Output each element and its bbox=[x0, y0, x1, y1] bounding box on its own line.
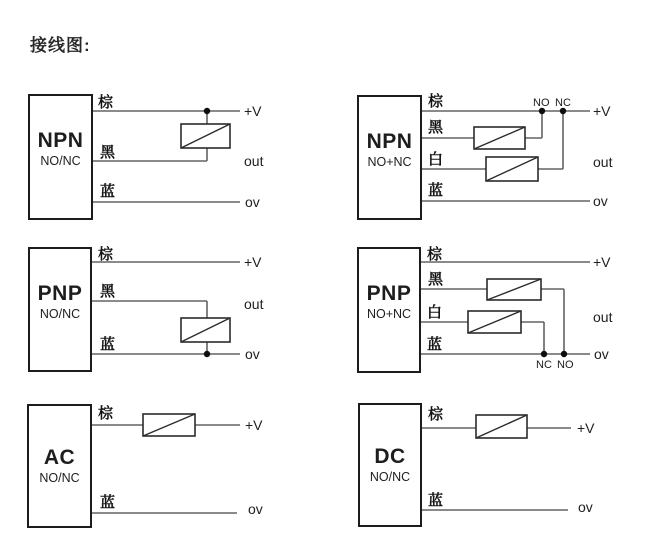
device-mode-label: NO/NC bbox=[39, 471, 80, 485]
device-type-label: AC bbox=[43, 446, 76, 469]
contact-tag-nc: NC bbox=[555, 97, 571, 109]
terminal-out: out bbox=[593, 154, 613, 170]
device-type-label: PNP bbox=[366, 282, 412, 305]
terminal-plus-v: +V bbox=[244, 103, 262, 119]
wire-label-black: 黑 bbox=[428, 271, 444, 288]
device-box bbox=[28, 247, 92, 372]
device-type-label: PNP bbox=[37, 281, 83, 305]
junction-dot bbox=[561, 351, 567, 357]
device-box bbox=[358, 403, 422, 527]
terminal-out: out bbox=[244, 153, 264, 169]
wire-connector bbox=[521, 322, 544, 354]
contact-tag-no: NO bbox=[557, 359, 574, 371]
wire-label-black: 黑 bbox=[100, 144, 116, 161]
wire-label-brown: 棕 bbox=[98, 405, 114, 422]
wire-label-blue: 蓝 bbox=[428, 492, 444, 509]
device-mode-label: NO+NC bbox=[367, 154, 412, 169]
wire-label-blue: 蓝 bbox=[427, 336, 443, 353]
terminal-ov: ov bbox=[594, 346, 609, 362]
diagram-npn-no-nc bbox=[28, 94, 266, 222]
device-mode-label: NO+NC bbox=[366, 307, 412, 321]
device-box bbox=[357, 95, 422, 220]
terminal-ov: ov bbox=[593, 193, 608, 209]
diagram-ac-no-nc bbox=[27, 404, 266, 529]
terminal-plus-v: +V bbox=[593, 254, 611, 270]
load-symbol bbox=[474, 127, 525, 149]
page-title: 接线图: bbox=[30, 36, 91, 55]
load-symbol bbox=[486, 157, 538, 181]
load-symbol bbox=[143, 414, 195, 436]
terminal-out: out bbox=[593, 309, 613, 325]
wire-label-blue: 蓝 bbox=[100, 336, 116, 353]
terminal-ov: ov bbox=[245, 194, 260, 210]
wire-label-brown: 棕 bbox=[427, 246, 443, 263]
junction-dot bbox=[204, 351, 210, 357]
terminal-ov: ov bbox=[578, 499, 593, 515]
junction-dot bbox=[204, 108, 210, 114]
wire-connector bbox=[525, 111, 542, 138]
junction-dot bbox=[541, 351, 547, 357]
load-symbol bbox=[468, 311, 521, 333]
device-mode-label: NO/NC bbox=[40, 154, 81, 168]
device-mode-label: NO/NC bbox=[369, 470, 411, 484]
wire-label-black: 黑 bbox=[428, 119, 444, 136]
load-symbol bbox=[476, 415, 527, 438]
diagram-pnp-no-nc bbox=[28, 247, 266, 373]
terminal-ov: ov bbox=[248, 501, 263, 517]
terminal-plus-v: +V bbox=[245, 417, 263, 433]
device-mode-label: NO/NC bbox=[39, 306, 81, 321]
wire-label-white: 白 bbox=[427, 304, 443, 321]
wire-label-white: 白 bbox=[428, 151, 444, 168]
terminal-plus-v: +V bbox=[244, 254, 262, 270]
wire-label-blue: 蓝 bbox=[428, 182, 444, 199]
device-type-label: DC bbox=[374, 445, 406, 468]
diagram-npn-no-plus-nc bbox=[357, 93, 615, 221]
contact-tag-no: NO bbox=[533, 97, 550, 109]
load-symbol bbox=[181, 124, 230, 148]
terminal-out: out bbox=[244, 296, 264, 312]
device-type-label: NPN bbox=[37, 129, 84, 152]
terminal-plus-v: +V bbox=[593, 103, 611, 119]
wire-label-blue: 蓝 bbox=[100, 183, 116, 200]
wire-label-brown: 棕 bbox=[428, 406, 444, 423]
load-symbol bbox=[181, 318, 230, 342]
wire-label-black: 黑 bbox=[100, 283, 116, 300]
device-box bbox=[357, 247, 421, 373]
diagram-pnp-no-plus-nc bbox=[357, 247, 615, 375]
wire-label-brown: 棕 bbox=[428, 93, 444, 110]
wire-label-brown: 棕 bbox=[98, 246, 114, 263]
wire-label-blue: 蓝 bbox=[100, 494, 116, 511]
load-symbol bbox=[487, 279, 541, 300]
device-type-label: NPN bbox=[366, 129, 413, 153]
device-box bbox=[27, 404, 92, 528]
wire-label-brown: 棕 bbox=[98, 94, 114, 111]
diagram-dc-no-nc bbox=[358, 403, 612, 528]
terminal-ov: ov bbox=[245, 346, 260, 362]
contact-tag-nc: NC bbox=[536, 359, 552, 371]
device-box bbox=[28, 94, 93, 220]
terminal-plus-v: +V bbox=[577, 420, 595, 436]
